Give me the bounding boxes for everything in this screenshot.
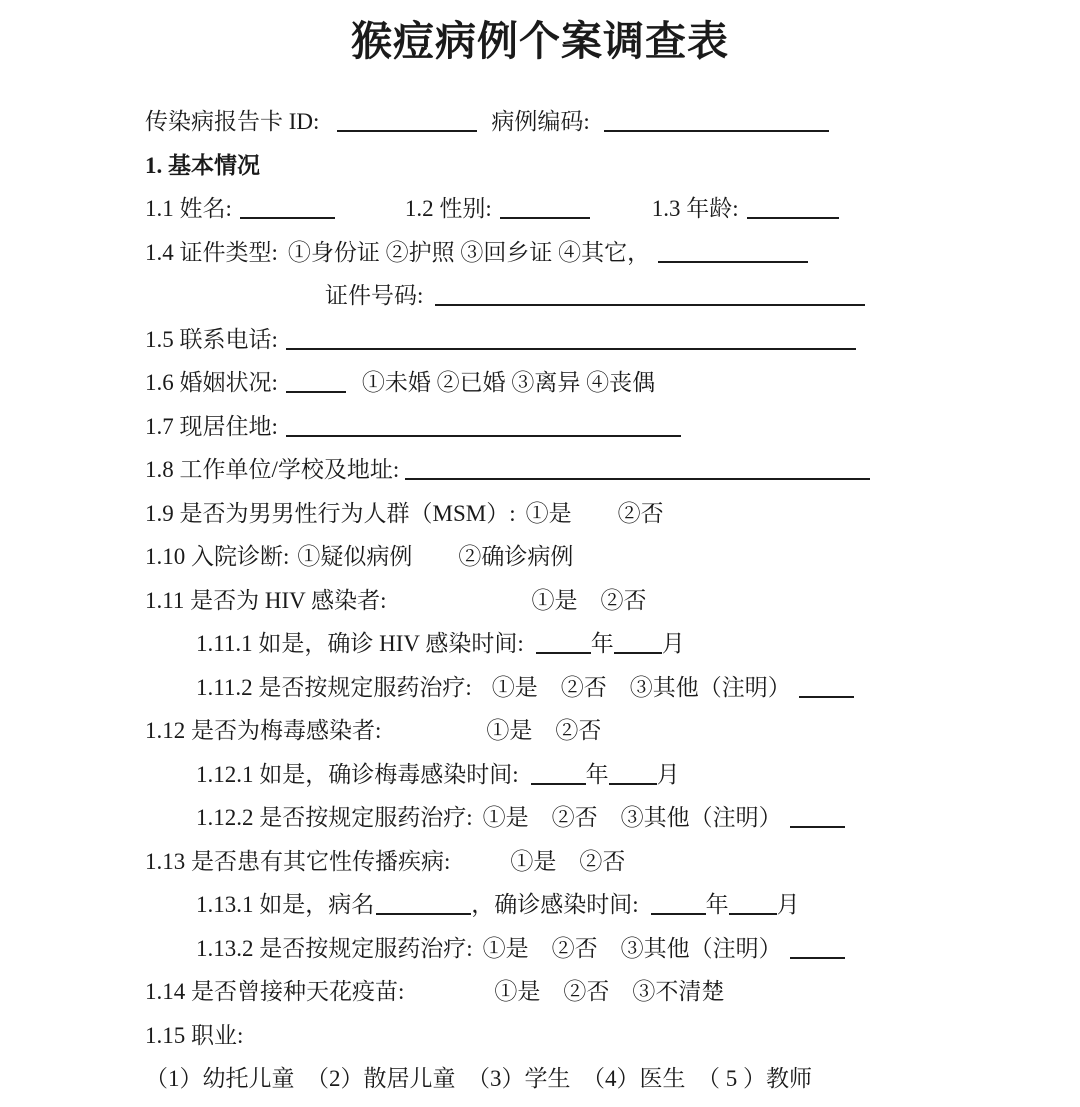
age-label: 1.3 年龄: <box>651 196 739 221</box>
row-id-type <box>0 231 1080 275</box>
name-label: 1.1 姓名: <box>145 196 232 221</box>
other-std-year-unit: 年 <box>705 892 729 917</box>
row-id-number <box>0 274 1080 318</box>
row-residence <box>0 405 1080 449</box>
row-syphilis <box>0 709 1080 753</box>
hiv-options: ①是 ②否 <box>531 587 647 613</box>
id-type-other-blank <box>658 241 808 263</box>
other-std-treatment-note-blank <box>790 937 845 959</box>
other-std-label: 1.13 是否患有其它性传播疾病: <box>145 848 451 874</box>
row-other-std-detail <box>0 883 1080 927</box>
gender-label: 1.2 性别: <box>404 196 492 221</box>
section-basic-heading <box>0 144 1080 188</box>
syphilis-month-unit: 月 <box>656 761 680 787</box>
other-std-month-blank <box>729 893 777 915</box>
row-admission-diagnosis <box>0 535 1080 579</box>
id-number-label: 证件号码: <box>325 283 424 308</box>
workplace-label: 1.8 工作单位/学校及地址: <box>145 457 400 482</box>
row-occupation <box>0 1014 1080 1058</box>
row-marital <box>0 361 1080 405</box>
hiv-label: 1.11 是否为 HIV 感染者: <box>145 587 387 613</box>
gender-blank <box>500 197 590 219</box>
row-workplace <box>0 448 1080 492</box>
phone-label: 1.5 联系电话: <box>145 326 278 352</box>
workplace-blank <box>405 458 870 480</box>
syphilis-treatment-note-blank <box>790 806 845 828</box>
residence-label: 1.7 现居住地: <box>145 413 278 439</box>
syphilis-treatment-label: 1.12.2 是否按规定服药治疗: <box>196 805 473 830</box>
row-hiv-treatment <box>0 666 1080 710</box>
other-std-treatment-options: ①是 ②否 ③其他（注明） <box>482 935 782 961</box>
marital-options: ①未婚 ②已婚 ③离异 ④丧偶 <box>361 370 656 395</box>
row-phone <box>0 318 1080 362</box>
row-occupation-options <box>0 1057 1080 1101</box>
report-id-label: 传染病报告卡 ID: <box>145 109 320 134</box>
id-type-options: ①身份证 ②护照 ③回乡证 ④其它， <box>287 239 651 265</box>
other-std-name-label: 1.13.1 如是，病名 <box>196 892 375 917</box>
hiv-month-unit: 月 <box>661 631 685 656</box>
row-other-std <box>0 840 1080 884</box>
row-syphilis-treatment <box>0 796 1080 840</box>
case-code-label: 病例编码: <box>491 109 590 134</box>
msm-label: 1.9 是否为男男性行为人群（MSM）: <box>145 500 516 526</box>
syphilis-year-unit: 年 <box>585 761 609 787</box>
other-std-time-label: ，确诊感染时间: <box>471 892 639 917</box>
msm-options: ①是 ②否 <box>525 500 664 526</box>
other-std-name-blank <box>376 893 471 915</box>
syphilis-diagnosis-time-label: 1.12.1 如是，确诊梅毒感染时间: <box>196 761 519 787</box>
form-body <box>0 100 1080 1101</box>
syphilis-month-blank <box>609 763 657 785</box>
name-blank <box>240 197 335 219</box>
occupation-options: （1）幼托儿童 （2）散居儿童 （3）学生 （4）医生 （ 5 ）教师 <box>145 1066 812 1091</box>
row-hiv-diagnosis-time <box>0 622 1080 666</box>
phone-blank <box>286 328 856 350</box>
syphilis-treatment-options: ①是 ②否 ③其他（注明） <box>482 805 782 830</box>
hiv-year-unit: 年 <box>590 631 614 656</box>
other-std-month-unit: 月 <box>776 892 800 917</box>
hiv-treatment-label: 1.11.2 是否按规定服药治疗: <box>196 674 472 700</box>
section-heading-text: 1. 基本情况 <box>145 152 260 178</box>
residence-blank <box>286 415 681 437</box>
row-syphilis-diagnosis-time <box>0 753 1080 797</box>
row-name-gender-age <box>0 187 1080 231</box>
smallpox-vaccine-options: ①是 ②否 ③不清楚 <box>494 979 725 1004</box>
row-msm <box>0 492 1080 536</box>
case-code-blank <box>604 110 829 132</box>
admission-diagnosis-options: ①疑似病例 ②确诊病例 <box>297 544 574 569</box>
marital-blank <box>286 371 346 393</box>
hiv-diagnosis-time-label: 1.11.1 如是，确诊 HIV 感染时间: <box>196 631 524 656</box>
id-number-blank <box>435 284 865 306</box>
id-type-label: 1.4 证件类型: <box>145 239 278 265</box>
age-blank <box>747 197 839 219</box>
report-id-blank <box>337 110 477 132</box>
hiv-treatment-options: ①是 ②否 ③其他（注明） <box>491 674 791 700</box>
syphilis-label: 1.12 是否为梅毒感染者: <box>145 718 382 743</box>
syphilis-year-blank <box>531 763 586 785</box>
hiv-year-blank <box>536 632 591 654</box>
hiv-treatment-note-blank <box>799 676 854 698</box>
row-other-std-treatment <box>0 927 1080 971</box>
row-hiv <box>0 579 1080 623</box>
other-std-year-blank <box>651 893 706 915</box>
form-title: 猴痘病例个案调查表 <box>351 18 729 64</box>
other-std-treatment-label: 1.13.2 是否按规定服药治疗: <box>196 935 473 961</box>
admission-diagnosis-label: 1.10 入院诊断: <box>145 544 290 569</box>
smallpox-vaccine-label: 1.14 是否曾接种天花疫苗: <box>145 979 405 1004</box>
syphilis-options: ①是 ②否 <box>486 718 602 743</box>
other-std-options: ①是 ②否 <box>510 848 626 874</box>
hiv-month-blank <box>614 632 662 654</box>
row-report-card <box>0 100 1080 144</box>
occupation-label: 1.15 职业: <box>145 1022 244 1048</box>
marital-label: 1.6 婚姻状况: <box>145 370 278 395</box>
row-smallpox-vaccine <box>0 970 1080 1014</box>
